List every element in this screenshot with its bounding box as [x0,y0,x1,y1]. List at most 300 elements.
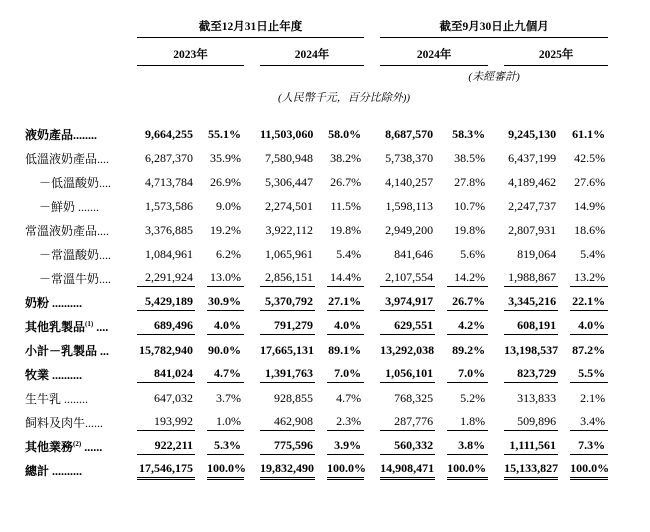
amount-cell [504,338,558,362]
row-label-text: 奶粉 [25,295,50,310]
percent-value: 61.1% [572,126,606,141]
percent-value: 58.0% [328,126,362,141]
amount-cell [137,410,195,434]
column-gap [244,362,260,386]
percent-cell [315,122,364,146]
amount-cell [260,410,315,434]
amount-cell [504,122,558,146]
amount-value: 13,292,038 [380,342,435,357]
amount-cell [504,314,558,338]
year-gap [364,38,380,66]
percent-value: 4.2% [447,318,488,335]
table-row [25,194,608,218]
dot-leader: ... [97,343,110,358]
percent-cell [435,362,488,386]
column-gap [488,410,504,434]
amount-cell [504,434,558,458]
percent-value: 11.5% [330,198,362,213]
column-gap [488,338,504,362]
column-gap [244,122,260,146]
amount-cell [260,290,315,314]
amount-cell [380,122,435,146]
percent-value: 100.0% [207,461,244,480]
row-label [25,410,137,434]
percent-value: 27.6% [574,174,606,189]
percent-cell [558,410,608,434]
amount-cell [504,242,558,266]
percent-value: 3.4% [570,414,608,431]
percent-value: 13.2% [570,270,608,287]
amount-value: 1,111,561 [504,438,558,455]
percent-value: 19.2% [210,222,241,237]
dot-leader: .......... [49,463,83,478]
column-gap [364,314,380,338]
percent-value: 14.2% [447,270,488,287]
percent-cell [315,266,364,290]
percent-value: 13.0% [207,270,244,287]
column-gap [364,242,380,266]
note-blank [25,66,380,87]
amount-cell [504,170,558,194]
amount-value: 608,191 [504,318,558,335]
amount-cell [380,362,435,386]
amount-cell [380,338,435,362]
amount-value: 1,056,101 [380,366,435,383]
percent-cell [195,458,244,482]
percent-value: 18.6% [574,222,606,237]
percent-cell [435,194,488,218]
amount-cell [260,338,315,362]
amount-value: 689,496 [137,318,195,335]
amount-value: 9,664,255 [145,126,193,141]
amount-cell [137,434,195,458]
amount-cell [137,146,195,170]
amount-value: 11,503,060 [260,126,314,141]
percent-value: 26.7% [330,174,362,189]
year-gap [488,38,504,66]
percent-value: 4.7% [207,366,244,383]
footnote-marker: (2) [73,439,82,448]
percent-value: 19.8% [330,222,362,237]
percent-value: 27.1% [327,294,364,311]
dot-leader: .... [97,151,110,166]
percent-cell [195,290,244,314]
amount-value: 13,198,537 [504,342,559,357]
table-row [25,386,608,410]
percent-cell [195,218,244,242]
amount-cell [380,458,435,482]
percent-value: 55.1% [208,126,241,141]
amount-cell [260,314,315,338]
amount-cell [504,266,558,290]
percent-value: 100.0% [447,461,488,480]
amount-value: 819,064 [517,246,557,261]
amount-value: 922,211 [137,438,195,455]
row-label-text: 生牛乳 [25,391,62,406]
amount-value: 4,189,462 [508,174,557,189]
row-label-text: 其他乳製品 [25,319,86,334]
group-header-fy: 截至12月31日止年度 [137,10,364,38]
percent-cell [558,146,608,170]
row-label [25,338,137,362]
amount-cell [137,218,195,242]
percent-cell [315,410,364,434]
percent-cell [315,338,364,362]
amount-cell [380,170,435,194]
amount-value: 462,908 [260,414,315,431]
amount-value: 2,856,151 [260,270,315,287]
row-label [25,242,137,266]
dot-leader: .... [97,223,110,238]
unit-note-row [25,86,608,108]
percent-value: 2.1% [580,390,606,405]
percent-value: 7.3% [570,438,608,455]
column-gap [244,338,260,362]
percent-value: 19.8% [454,222,486,237]
percent-value: 89.1% [328,342,362,357]
amount-value: 775,596 [260,438,315,455]
percent-value: 5.3% [207,438,244,455]
unaudited-note-row [25,66,608,87]
percent-cell [558,122,608,146]
amount-value: 1,598,113 [385,198,434,213]
amount-cell [504,410,558,434]
percent-cell [435,458,488,482]
amount-value: 1,084,961 [145,246,193,261]
percent-cell [315,194,364,218]
dot-leader: ....... [75,199,100,214]
percent-cell [435,290,488,314]
row-label-text: 液奶產品 [25,127,74,142]
percent-value: 5.2% [460,390,486,405]
amount-cell [260,218,315,242]
row-label-text: 常溫液奶產品 [25,223,98,238]
amount-cell [380,218,435,242]
amount-value: 629,551 [380,318,435,335]
column-gap [488,146,504,170]
amount-cell [380,314,435,338]
percent-cell [558,362,608,386]
table-row [25,458,608,482]
amount-value: 647,032 [154,390,193,405]
percent-cell [195,242,244,266]
amount-cell [380,242,435,266]
row-label-text: －常溫牛奶 [39,271,100,286]
table-row [25,242,608,266]
amount-value: 1,065,961 [265,246,313,261]
year-2024-9m: 2024年 [380,38,488,66]
amount-cell [260,386,315,410]
percent-value: 4.0% [207,318,244,335]
percent-value: 5.6% [460,246,486,261]
amount-cell [260,266,315,290]
percent-cell [315,386,364,410]
column-gap [364,458,380,482]
table-row [25,410,608,434]
table-row [25,266,608,290]
column-gap [364,146,380,170]
percent-cell [195,170,244,194]
amount-cell [504,194,558,218]
amount-cell [260,194,315,218]
amount-value: 5,306,447 [265,174,313,189]
table-row [25,122,608,146]
amount-cell [504,218,558,242]
percent-cell [195,266,244,290]
amount-cell [260,122,315,146]
percent-cell [558,218,608,242]
percent-value: 4.0% [327,318,364,335]
percent-cell [558,290,608,314]
unaudited-note: (未經審計) [468,71,520,83]
column-gap [488,170,504,194]
percent-cell [195,122,244,146]
percent-value: 6.2% [216,246,241,261]
percent-cell [435,266,488,290]
percent-value: 3.7% [216,390,241,405]
amount-value: 1,391,763 [260,366,315,383]
percent-cell [435,242,488,266]
amount-value: 2,107,554 [380,270,435,287]
percent-cell [195,410,244,434]
amount-value: 14,908,471 [380,461,435,480]
percent-cell [558,194,608,218]
column-gap [244,314,260,338]
dot-leader: .......... [49,367,83,382]
percent-value: 58.3% [452,126,486,141]
column-gap [364,170,380,194]
table-body [25,122,608,482]
percent-cell [435,146,488,170]
column-gap [244,194,260,218]
unit-note: (人民幣千元，百分比除外)) [278,92,411,104]
amount-value: 3,345,216 [504,294,558,311]
percent-cell [315,170,364,194]
row-label [25,146,137,170]
percent-cell [558,314,608,338]
percent-value: 27.8% [454,174,486,189]
corner-blank [25,10,137,38]
amount-value: 9,245,130 [508,126,557,141]
dot-leader: .... [99,247,112,262]
percent-cell [195,314,244,338]
percent-cell [558,170,608,194]
percent-cell [315,290,364,314]
percent-cell [195,194,244,218]
row-label-text: －低溫酸奶 [39,175,100,190]
column-gap [488,194,504,218]
dot-leader: ........ [61,391,89,406]
amount-cell [137,314,195,338]
percent-cell [558,458,608,482]
amount-cell [137,338,195,362]
amount-cell [504,146,558,170]
amount-value: 4,713,784 [145,174,193,189]
amount-value: 8,687,570 [385,126,434,141]
percent-cell [195,434,244,458]
percent-cell [195,362,244,386]
percent-cell [558,242,608,266]
percent-value: 5.5% [570,366,608,383]
row-label [25,290,137,314]
amount-value: 2,949,200 [385,222,434,237]
row-label [25,362,137,386]
amount-value: 6,437,199 [508,150,557,165]
amount-cell [260,242,315,266]
percent-value: 100.0% [327,461,364,480]
amount-value: 287,776 [380,414,435,431]
year-row [25,38,608,66]
column-gap [364,122,380,146]
amount-value: 313,833 [517,390,557,405]
row-label-text: －鮮奶 [39,199,76,214]
percent-cell [435,218,488,242]
amount-cell [137,290,195,314]
amount-cell [137,122,195,146]
amount-cell [260,362,315,386]
column-gap [244,170,260,194]
dot-leader: ...... [81,439,103,454]
column-gap [488,122,504,146]
amount-cell [380,410,435,434]
percent-value: 4.0% [570,318,608,335]
amount-cell [380,194,435,218]
amount-value: 17,546,175 [137,461,195,480]
row-label-text: 總計 [25,463,50,478]
percent-value: 9.0% [216,198,241,213]
column-gap [488,434,504,458]
column-gap [364,362,380,386]
amount-value: 823,729 [504,366,558,383]
percent-value: 89.2% [452,342,486,357]
column-gap [244,386,260,410]
column-gap [488,290,504,314]
table-row [25,362,608,386]
year-2023: 2023年 [137,38,244,66]
revenue-breakdown-table [25,10,608,482]
row-label [25,458,137,482]
percent-value: 26.9% [210,174,241,189]
amount-value: 2,274,501 [265,198,313,213]
amount-value: 6,287,370 [145,150,193,165]
percent-cell [558,338,608,362]
amount-cell [260,434,315,458]
percent-value: 26.7% [447,294,488,311]
group-header-9m: 截至9月30日止九個月 [380,10,608,38]
period-group-row [25,10,608,38]
column-gap [244,458,260,482]
percent-cell [558,434,608,458]
table-row [25,290,608,314]
percent-value: 87.2% [572,342,606,357]
year-2025-9m: 2025年 [504,38,608,66]
amount-value: 509,896 [504,414,558,431]
amount-value: 791,279 [260,318,315,335]
percent-cell [195,386,244,410]
group-gap [364,10,380,38]
dot-leader: .... [93,319,109,334]
amount-cell [137,194,195,218]
amount-value: 2,247,737 [508,198,557,213]
column-gap [364,218,380,242]
column-gap [244,266,260,290]
amount-cell [504,290,558,314]
column-gap [364,386,380,410]
column-gap [488,218,504,242]
dot-leader: .... [99,271,112,286]
amount-cell [380,386,435,410]
footnote-marker: (1) [85,319,94,328]
row-label [25,170,137,194]
dot-leader: .......... [49,295,83,310]
amount-value: 928,855 [274,390,313,405]
column-gap [488,458,504,482]
percent-cell [315,362,364,386]
percent-value: 90.0% [208,342,241,357]
column-gap [364,434,380,458]
year-2024fy: 2024年 [260,38,364,66]
amount-value: 1,988,867 [504,270,558,287]
amount-cell [380,266,435,290]
column-gap [488,386,504,410]
percent-value: 7.0% [447,366,488,383]
amount-cell [137,458,195,482]
percent-cell [315,314,364,338]
amount-value: 1,573,586 [145,198,193,213]
header-spacer [25,108,608,122]
amount-value: 2,807,931 [508,222,557,237]
column-gap [244,410,260,434]
percent-cell [315,218,364,242]
amount-value: 17,665,131 [260,342,314,357]
column-gap [364,410,380,434]
column-gap [364,266,380,290]
row-label [25,122,137,146]
amount-value: 19,832,490 [260,461,315,480]
amount-value: 193,992 [137,414,195,431]
percent-cell [435,434,488,458]
amount-value: 15,782,940 [139,342,193,357]
percent-cell [558,386,608,410]
amount-cell [137,242,195,266]
percent-value: 5.4% [336,246,362,261]
table-row [25,170,608,194]
percent-cell [558,266,608,290]
row-label [25,194,137,218]
amount-value: 5,738,370 [385,150,434,165]
amount-value: 4,140,257 [385,174,434,189]
amount-cell [137,266,195,290]
percent-value: 14.4% [327,270,364,287]
amount-value: 5,429,189 [137,294,195,311]
amount-cell [380,290,435,314]
dot-leader: .... [99,175,112,190]
table-row [25,146,608,170]
dot-leader: ...... [85,415,104,430]
column-gap [244,146,260,170]
column-gap [364,194,380,218]
amount-cell [504,458,558,482]
row-label [25,434,137,458]
amount-value: 768,325 [394,390,434,405]
column-gap [244,434,260,458]
amount-value: 5,370,792 [260,294,315,311]
table-row [25,434,608,458]
amount-cell [380,434,435,458]
percent-cell [315,146,364,170]
percent-cell [315,242,364,266]
percent-value: 1.0% [207,414,244,431]
